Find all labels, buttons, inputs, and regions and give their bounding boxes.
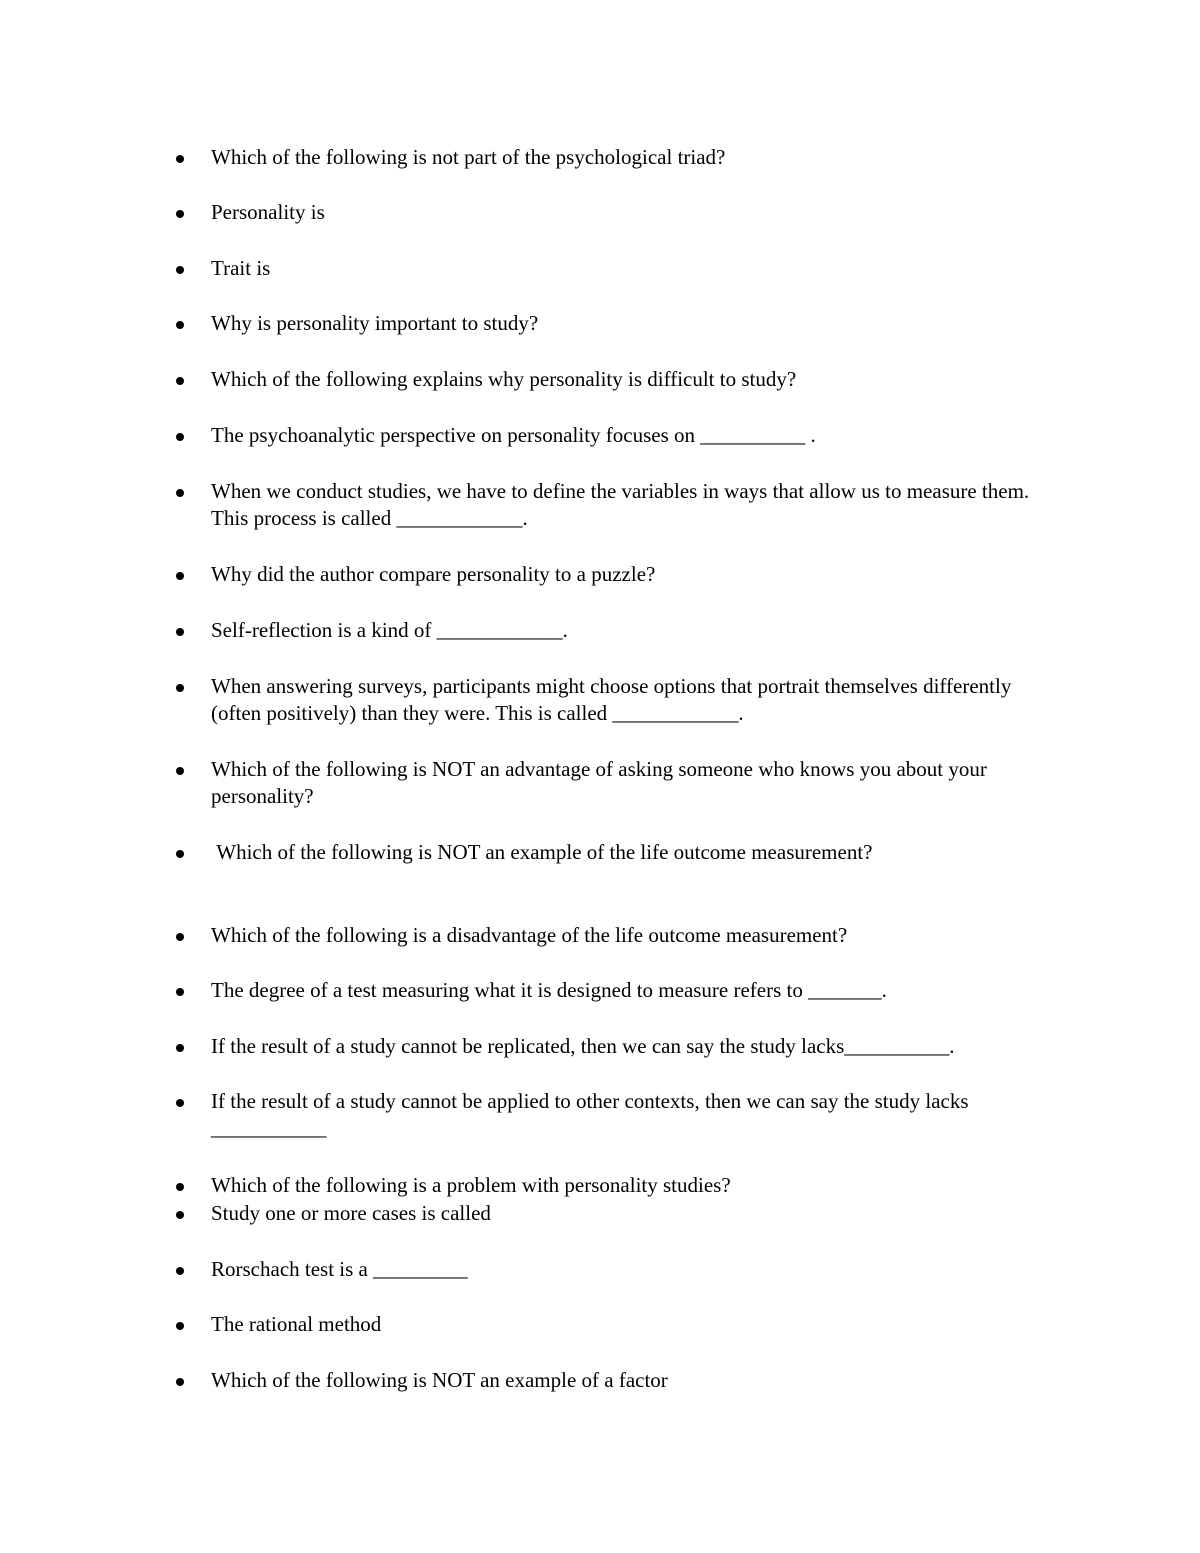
- bullet-icon: [174, 1256, 211, 1283]
- question-text: Why is personality important to study?: [211, 311, 539, 335]
- question-text: Personality is: [211, 200, 325, 224]
- question-text: Study one or more cases is called: [211, 1201, 491, 1225]
- list-item: [174, 1256, 1054, 1283]
- question-text: Rorschach test is a _________: [211, 1257, 468, 1281]
- list-item: [174, 199, 1054, 226]
- question-text: Which of the following is NOT an advantage of asking someone who knows you about your personality?: [211, 757, 993, 808]
- list-item: [174, 839, 1054, 866]
- question-text: Which of the following is a problem with personality studies?: [211, 1173, 731, 1197]
- list-item: [174, 310, 1054, 337]
- list-item: [174, 366, 1054, 393]
- list-item: [174, 617, 1054, 644]
- question-text: Which of the following is a disadvantage of the life outcome measurement?: [211, 923, 848, 947]
- question-text: The rational method: [211, 1312, 382, 1336]
- question-text: Which of the following is NOT an example of the life outcome measurement?: [211, 840, 873, 864]
- list-item: [174, 561, 1054, 588]
- question-text: When answering surveys, participants might choose options that portrait themselves differently (often positively) than they were. This is called ____________.: [211, 674, 1017, 725]
- bullet-icon: [174, 756, 211, 783]
- bullet-icon: [174, 1200, 211, 1227]
- question-text: Which of the following is not part of the psychological triad?: [211, 145, 726, 169]
- question-text: Which of the following explains why personality is difficult to study?: [211, 367, 797, 391]
- question-text: If the result of a study cannot be replicated, then we can say the study lacks__________.: [211, 1034, 955, 1058]
- bullet-icon: [174, 1088, 211, 1115]
- bullet-icon: [174, 617, 211, 644]
- question-text: Self-reflection is a kind of ____________.: [211, 618, 568, 642]
- list-item: [174, 255, 1054, 282]
- list-item: [174, 1311, 1054, 1338]
- list-item: [174, 1172, 1054, 1199]
- list-item: [174, 673, 1054, 727]
- bullet-icon: [174, 1367, 211, 1394]
- question-text: If the result of a study cannot be applied to other contexts, then we can say the study lacks ___________: [211, 1089, 974, 1140]
- question-text: The psychoanalytic perspective on personality focuses on __________ .: [211, 423, 816, 447]
- question-text: Why did the author compare personality to a puzzle?: [211, 562, 656, 586]
- bullet-icon: [174, 1311, 211, 1338]
- list-item: [174, 422, 1054, 449]
- bullet-icon: [174, 561, 211, 588]
- list-item: [174, 1033, 1054, 1060]
- list-item: [174, 1200, 1054, 1227]
- list-item: [174, 478, 1054, 532]
- bullet-icon: [174, 366, 211, 393]
- bullet-icon: [174, 1033, 211, 1060]
- bullet-icon: [174, 255, 211, 282]
- list-item: [174, 922, 1054, 949]
- list-item: [174, 756, 1054, 810]
- question-text: Trait is: [211, 256, 271, 280]
- bullet-icon: [174, 199, 211, 226]
- bullet-icon: [174, 673, 211, 700]
- bullet-icon: [174, 144, 211, 171]
- bullet-icon: [174, 839, 211, 866]
- question-text: The degree of a test measuring what it is designed to measure refers to _______.: [211, 978, 887, 1002]
- bullet-icon: [174, 1172, 211, 1199]
- list-item: [174, 1367, 1054, 1394]
- bullet-icon: [174, 478, 211, 505]
- list-item: [174, 1088, 1054, 1142]
- list-item: [174, 977, 1054, 1004]
- bullet-icon: [174, 922, 211, 949]
- question-text: Which of the following is NOT an example of a factor: [211, 1368, 668, 1392]
- list-item: [174, 144, 1054, 171]
- question-text: When we conduct studies, we have to define the variables in ways that allow us to measure them. This process is called ____________.: [211, 479, 1035, 530]
- bullet-icon: [174, 977, 211, 1004]
- bullet-icon: [174, 422, 211, 449]
- bullet-icon: [174, 310, 211, 337]
